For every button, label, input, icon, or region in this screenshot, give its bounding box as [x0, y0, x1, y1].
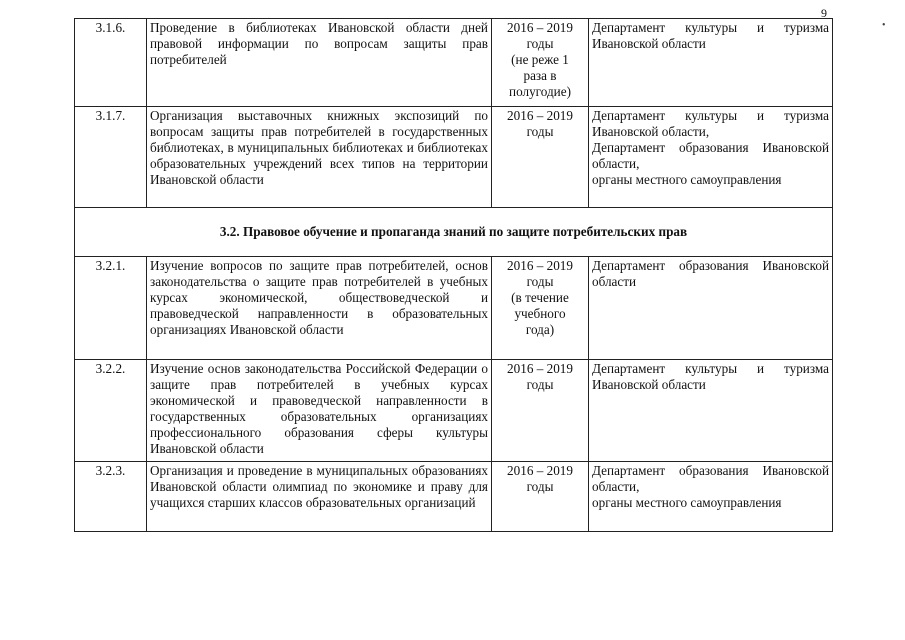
row-number: 3.2.2.: [75, 360, 147, 462]
table-row: [75, 462, 833, 532]
section-title: 3.2. Правовое обучение и пропаганда знаний по защите потребительских прав: [75, 208, 833, 257]
row-number: 3.2.1.: [75, 257, 147, 360]
row-description: Организация и проведение в муниципальных образованиях Ивановской области олимпиад по экономике и праву для учащихся старших классов образовательных организаций: [147, 462, 492, 532]
row-description: Проведение в библиотеках Ивановской области дней правовой информации по вопросам защиты прав потребителей: [147, 19, 492, 107]
table-row: [75, 257, 833, 360]
row-term: 2016 – 2019 годы (в течение учебного года): [492, 257, 589, 360]
measures-table: [74, 18, 833, 532]
row-number: 3.2.3.: [75, 462, 147, 532]
row-term: 2016 – 2019 годы: [492, 360, 589, 462]
row-term: 2016 – 2019 годы: [492, 107, 589, 208]
table-row: [75, 19, 833, 107]
row-responsible: Департамент культуры и туризма Ивановской области, Департамент образования Ивановской области, органы местного самоуправления: [589, 107, 833, 208]
row-term: 2016 – 2019 годы (не реже 1 раза в полугодие): [492, 19, 589, 107]
section-header-row: [75, 208, 833, 257]
row-description: Изучение основ законодательства Российской Федерации о защите прав потребителей в учебных курсах экономической и правоведческой направленности в государственных образовательных организациях профессионального образования сферы культуры Ивановской области: [147, 360, 492, 462]
table-row: [75, 360, 833, 462]
scan-mark: •: [882, 20, 886, 31]
row-description: Изучение вопросов по защите прав потребителей, основ законодательства о защите прав потребителей в учебных курсах экономической, обществоведческой и правоведческой направленности в образовательных организациях Ивановской области: [147, 257, 492, 360]
row-number: 3.1.6.: [75, 19, 147, 107]
row-responsible: Департамент образования Ивановской области, органы местного самоуправления: [589, 462, 833, 532]
row-responsible: Департамент культуры и туризма Ивановской области: [589, 360, 833, 462]
page-number: 9: [821, 6, 827, 20]
table-row: [75, 107, 833, 208]
row-responsible: Департамент культуры и туризма Ивановской области: [589, 19, 833, 107]
row-responsible: Департамент образования Ивановской области: [589, 257, 833, 360]
row-number: 3.1.7.: [75, 107, 147, 208]
row-term: 2016 – 2019 годы: [492, 462, 589, 532]
row-description: Организация выставочных книжных экспозиций по вопросам защиты прав потребителей в государственных библиотеках, в муниципальных библиотеках и библиотеках образовательных учреждений всех типов на территории Ивановской области: [147, 107, 492, 208]
